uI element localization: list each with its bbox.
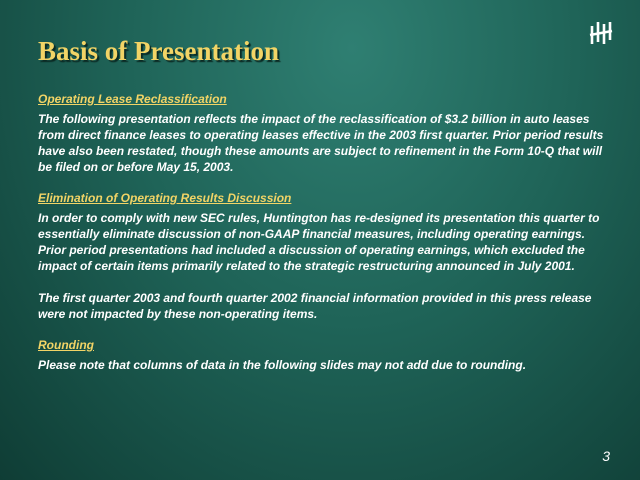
section-heading: Elimination of Operating Results Discussion <box>38 191 292 205</box>
slide-content <box>38 92 613 373</box>
section-paragraph: The following presentation reflects the impact of the reclassification of $3.2 billion in auto leases from direct finance leases to operating leases effective in the 2003 first quarter. Prior period results have also been restated, though these amounts are subject to refinement in the Form 10-Q that will be filed on or before May 15, 2003. <box>38 112 604 174</box>
section-paragraph: In order to comply with new SEC rules, Huntington has re-designed its presentation this quarter to essentially eliminate discussion of non-GAAP financial measures, including operating earnings. Prior period presentations had included a discussion of operating earnings, which excluded the impact of certain items primarily related to the strategic restructuring announced in July 2001. <box>38 211 600 273</box>
section-rounding <box>38 338 613 373</box>
section-paragraph: Please note that columns of data in the following slides may not add due to rounding. <box>38 358 527 372</box>
page-number: 3 <box>602 448 610 464</box>
section-elimination <box>38 191 613 322</box>
section-paragraph: The first quarter 2003 and fourth quarter 2002 financial information provided in this press release were not impacted by these non-operating items. <box>38 291 592 321</box>
slide-title: Basis of Presentation <box>38 36 279 66</box>
huntington-logo-icon <box>586 18 616 48</box>
section-operating-lease <box>38 92 613 175</box>
section-heading: Operating Lease Reclassification <box>38 92 227 106</box>
section-heading: Rounding <box>38 338 94 352</box>
